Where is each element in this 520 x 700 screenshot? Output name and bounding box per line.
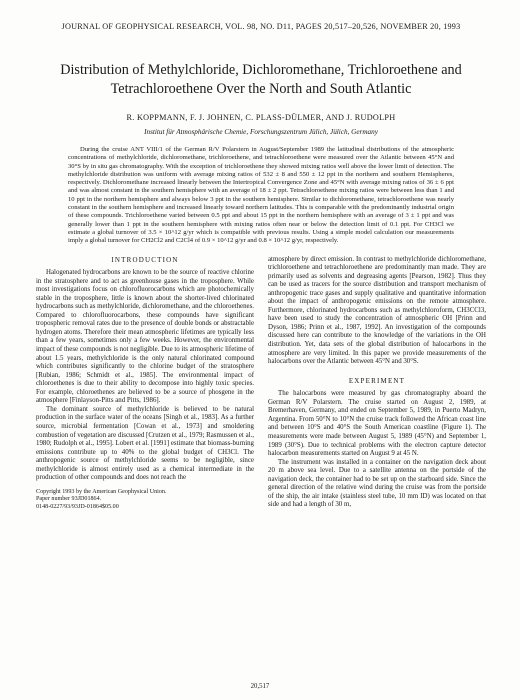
page-number: 20,517 <box>250 683 270 690</box>
paragraph: The dominant source of methylchloride is believed to be natural production in the surface water of the oceans [Singh et al., 1983]. As a further source, microbial fermentation [Cowan et al., 1973] and smoldering combustion of vegetation are discussed [Crutzen et al., 1979; Rasmussen et al., 1980; Rudolph et al., 1995]. Lobert et al. [1991] estimate that biomass-burning emissions contribute up to 40% to the global budget of CH3Cl. The anthropogenic source of methylchloride seems to be negligible, since methylchloride is almost entirely used as a chemical intermediate in the production of other compounds and does not reach the <box>36 405 254 482</box>
experiment-heading: EXPERIMENT <box>348 376 406 385</box>
footnote-line: 0148-0227/93/93JD-01864$05.00 <box>36 503 119 510</box>
paragraph: The halocarbons were measured by gas chromatography aboard the German R/V Polarstern. The cruise started on August 2, 1989, at Bremerhaven, Germany, and ended on September 5, 1989, in Puerto Madryn, Argentina. From 50°N to 10°N the cruise track followed the African coast line and between 10°S and 40°S the South American coastline (Figure 1). The measurements were made between August 5, 1989 (45°N) and September 1, 1989 (30°S). Due to technical problems with the electron capture detector halocarbon measurements started on August 9 at 45 N. <box>268 390 486 458</box>
paragraph: The instrument was installed in a container on the navigation deck about 20 m above sea level. Due to a satellite antenna on the portside of the navigation deck, the container had to be set up on the starboard side. Since the general direction of the relative wind during the cruise was from the portside of the ship, the air intake (stainless steel tube, 10 mm ID) was located on that side and had a length of 30 m, <box>268 458 486 509</box>
footnote-line: Paper number 93JD01864. <box>36 496 102 503</box>
paragraph: atmosphere by direct emission. In contrast to methylchloride dichloromethane, trichloroethene and tetrachloroethene are predominantly man made. They are primarily used as solvents and degreasing agents [Pearson, 1982]. Thus they can be used as tracers for the source distribution and transport mechanism of anthropogenic trace gases and supply qualitative and quantitative information about the impact of anthropogenic emissions on the remote atmosphere. Furthermore, chlorinated hydrocarbons such as methylchloroform, CH3CCl3, have been used to study the concentration of atmospheric OH [Prinn and Dyson, 1986; Prinn et al., 1987, 1992]. An investigation of the compounds discussed here can contribute to the knowledge of the variations in the OH distribution. Yet, data sets of the global distribution of halocarbons in the atmosphere are very limited. In this paper we provide measurements of the halocarbons over the Atlantic between 45°N and 30°S. <box>268 255 486 366</box>
affiliation: Institut für Atmosphärische Chemie, Forschungszentrum Jülich, Jülich, Germany <box>144 128 378 136</box>
author-list: R. KOPPMANN, F. J. JOHNEN, C. PLASS-DÜLMER, AND J. RUDOLPH <box>126 113 396 122</box>
right-column <box>268 256 486 512</box>
copyright-footnote <box>36 489 254 512</box>
introduction-heading: INTRODUCTION <box>111 255 179 264</box>
paragraph: Halogenated hydrocarbons are known to be the source of reactive chlorine in the stratosphere and to act as greenhouse gases in the troposphere. While most investigations focus on chlorofluorocarbons which are photochemically stable in the troposphere, little is known about the shorter-lived chlorinated hydrocarbons such as methylchloride, dichloromethane, and the chloroethenes. Compared to chlorofluorocarbons, these compounds have significant tropospheric removal rates due to the presence of double bonds or abstractable hydrogen atoms. Therefore their mean atmospheric lifetimes are typically less than a few years, sometimes only a few weeks. However, the environmental impact of these compounds is not negligible. Due to its atmospheric lifetime of about 1.5 years, methylchloride is the only natural chlorinated compound which contributes significantly to the chlorine budget of the stratosphere [Rubian, 1986; Schmidt et al., 1985]. The environmental impact of chloroethenes is due to their ability to decompose into highly toxic species. For example, chloroethenes are believed to be a source of phosgene in the atmosphere [Finlayson-Pitts and Pitts, 1986]. <box>36 269 254 405</box>
journal-header: JOURNAL OF GEOPHYSICAL RESEARCH, VOL. 98, NO. D11, PAGES 20,517–20,526, NOVEMBER 20, 1993 <box>61 22 461 31</box>
body-columns <box>36 256 486 512</box>
footnote-line: Copyright 1993 by the American Geophysical Union. <box>36 488 167 495</box>
abstract: During the cruise ANT VIII/1 of the German R/V Polarstern in August/September 1989 the latitudinal distributions of the atmospheric concentrations of methylchloride, dichloromethane, trichloroethene, and tetrachloroethene were measured over the Atlantic between 45°N and 30°S by in situ gas chromatography. With the exception of trichloroethene they showed mixing ratios well above the lower limit of detection. The methylchloride distribution was uniform with average mixing ratios of 532 ± 8 and 550 ± 12 ppt in the northern and southern Hemispheres, respectively. Dichloromethane increased linearly between the Intertropical Convergence Zone and 45°N with average mixing ratios of 36 ± 6 ppt and was almost constant in the southern hemisphere with an average of 18 ± 2 ppt. Tetrachloroethene mixing ratios were between less than 1 and 10 ppt in the northern hemisphere and always below 3 ppt in the southern hemisphere. Similar to dichloromethane, tetrachloroethene was nearly constant in the southern hemisphere and increased linearly toward northern latitudes. This is comparable with the predominantly industrial origin of these compounds. Trichloroethene varied between 0.5 ppt and about 15 ppt in the northern hemisphere with an average of 3 ± 1 ppt and was generally lower than 1 ppt in the southern hemisphere with mixing ratios often near or below the detection limit of 0.1 ppt. For CH3Cl we estimate a global turnover of 3.5 × 10^12 g/yr which is compatible with previous results. Using a simple model calculation our measurements imply a global turnover for CH2Cl2 and C2Cl4 of 0.9 × 10^12 g/yr and 0.8 × 10^12 g/yr, respectively. <box>68 146 454 245</box>
left-column <box>36 256 254 512</box>
paper-title: Distribution of Methylchloride, Dichloromethane, Trichloroethene and Tetrachloroethene Over the North and South Atlantic <box>60 62 462 97</box>
